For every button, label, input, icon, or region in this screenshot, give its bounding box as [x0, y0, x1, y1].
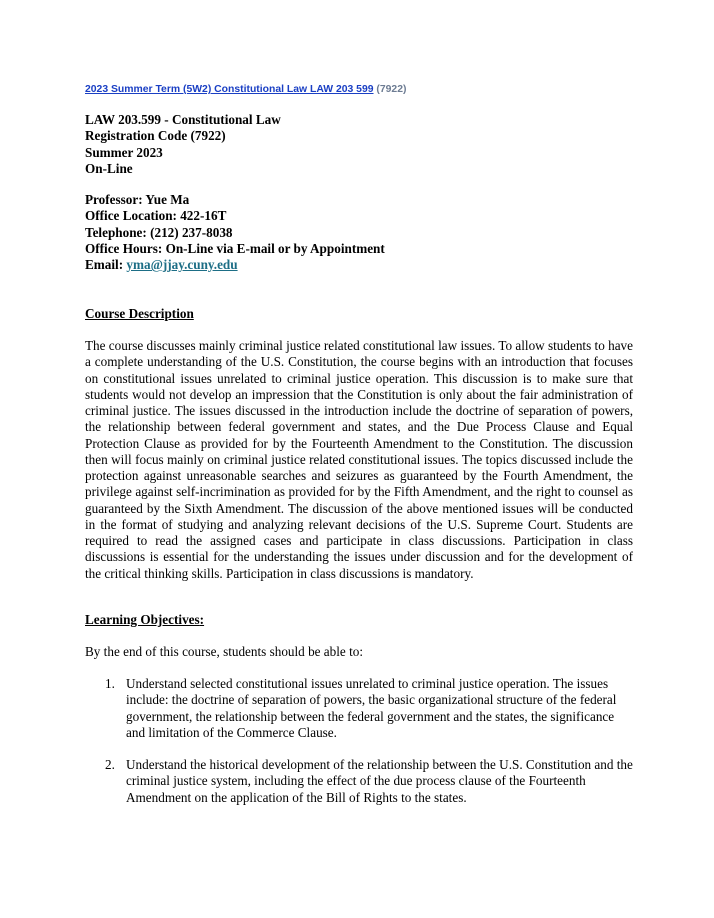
term: Summer 2023 [85, 144, 163, 160]
learning-objectives-heading-text: Learning Objectives [85, 612, 200, 627]
list-item-number: 2. [105, 757, 115, 772]
list-item [105, 757, 633, 806]
office-hours: Office Hours: On-Line via E-mail or by Appointment [85, 240, 385, 256]
course-info [85, 112, 281, 177]
heading-colon: : [199, 612, 205, 627]
learning-objectives-heading [85, 612, 204, 628]
objectives-intro: By the end of this course, students should be able to: [85, 644, 363, 659]
email-label: Email: [85, 257, 124, 273]
course-description-body: The course discusses mainly criminal justice related constitutional law issues. To allow students to have a complete understanding of the U.S. Constitution, the course begins with an introduction that focuses on constitutional issues unrelated to criminal justice operation. This discussion is to make sure that students would not develop an impression that the Constitution is only about the fair administration of criminal justice. The issues discussed in the introduction include the doctrine of separation of powers, the relationship between federal government and states, and the Due Process Clause and Equal Protection Clause as provided for by the Fourteenth Amendment to the Constitution. The discussion then will focus mainly on criminal justice related constitutional issues. The topics discussed include the protection against unreasonable searches and seizures as guaranteed by the Fourth Amendment, the privilege against self-incrimination as provided for by the Fifth Amendment, and the right to counsel as guaranteed by the Sixth Amendment. The discussion of the above mentioned issues will be conducted in the format of studying and analyzing relevant decisions of the U.S. Supreme Court. Students are required to read the assigned cases and participate in class discussions. Participation in class discussions is essential for the understanding the issues under discussion and for the development of the critical thinking skills. Participation in class discussions is mandatory. [85, 338, 633, 581]
registration-code: Registration Code (7922) [85, 128, 226, 144]
course-name: LAW 203.599 - Constitutional Law [85, 112, 281, 127]
email-link[interactable]: yma@jjay.cuny.edu [126, 257, 238, 273]
registration-code-label: (7922) [376, 84, 407, 95]
objectives-list [85, 676, 633, 822]
list-item-number: 1. [105, 676, 115, 691]
breadcrumb [85, 84, 406, 95]
list-item-text: Understand selected constitutional issues unrelated to criminal justice operation. The issues include: the doctrine of separation of powers, the basic organizational structure of the federal government, the relationship between the federal government and the states, the significance and limitation of the Commerce Clause. [126, 676, 617, 740]
office-location: Office Location: 422-16T [85, 208, 227, 224]
professor-info [85, 192, 385, 273]
course-title-link[interactable]: 2023 Summer Term (5W2) Constitutional Law LAW 203 599 [85, 84, 374, 95]
list-item [105, 676, 633, 741]
email-line [85, 257, 385, 273]
course-description-heading: Course Description [85, 306, 194, 321]
telephone: Telephone: (212) 237-8038 [85, 224, 233, 240]
list-item-text: Understand the historical development of the relationship between the U.S. Constitution and the criminal justice system, including the effect of the due process clause of the Fourteenth Amendment on the application of the Bill of Rights to the states. [126, 757, 633, 805]
professor-name: Professor: Yue Ma [85, 192, 190, 207]
delivery-mode: On-Line [85, 160, 133, 176]
